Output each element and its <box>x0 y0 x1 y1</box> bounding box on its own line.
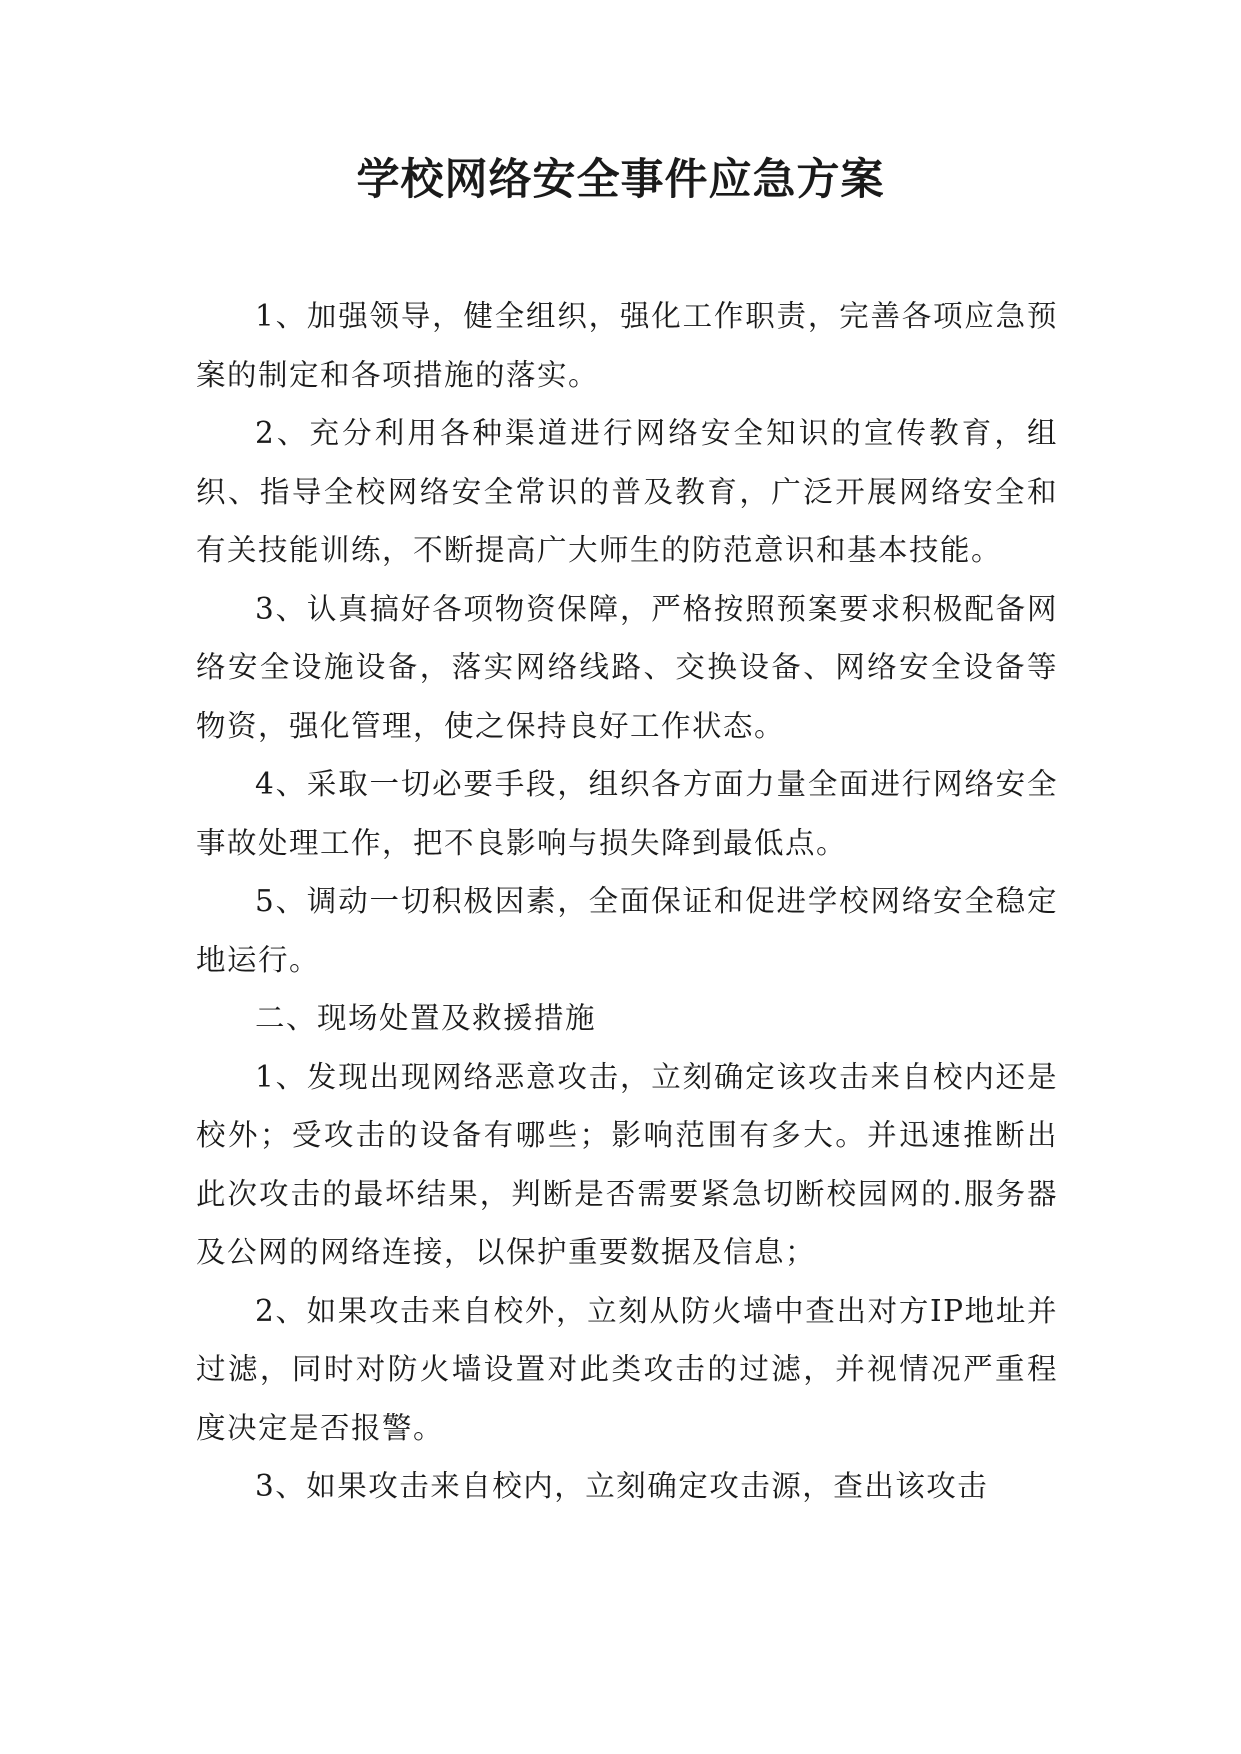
paragraph-2: 2、充分利用各种渠道进行网络安全知识的宣传教育，组织、指导全校网络安全常识的普及教育，广泛开展网络安全和有关技能训练，不断提高广大师生的防范意识和基本技能。 <box>196 416 1058 567</box>
section-heading-2: 二、现场处置及救援措施 <box>255 1001 597 1035</box>
paragraph-7: 2、如果攻击来自校外，立刻从防火墙中查出对方IP地址并过滤，同时对防火墙设置对此类攻击的过滤，并视情况严重程度决定是否报警。 <box>196 1293 1058 1445</box>
paragraph-8: 3、如果攻击来自校内，立刻确定攻击源，查出该攻击 <box>255 1469 989 1503</box>
document-body <box>196 287 1058 1516</box>
paragraph-3: 3、认真搞好各项物资保障，严格按照预案要求积极配备网络安全设施设备，落实网络线路、交换设备、网络安全设备等物资，强化管理，使之保持良好工作状态。 <box>196 591 1058 743</box>
paragraph-6: 1、发现出现网络恶意攻击，立刻确定该攻击来自校内还是校外；受攻击的设备有哪些；影响范围有多大。并迅速推断出此次攻击的最坏结果，判断是否需要紧急切断校园网的.服务器及公网的网络连接，以保护重要数据及信息； <box>196 1059 1058 1269</box>
paragraph-1: 1、加强领导，健全组织，强化工作职责，完善各项应急预案的制定和各项措施的落实。 <box>196 299 1058 392</box>
paragraph-4: 4、采取一切必要手段，组织各方面力量全面进行网络安全事故处理工作，把不良影响与损失降到最低点。 <box>196 767 1058 860</box>
document-title: 学校网络安全事件应急方案 <box>356 155 885 205</box>
paragraph-5: 5、调动一切积极因素，全面保证和促进学校网络安全稳定地运行。 <box>196 884 1058 977</box>
